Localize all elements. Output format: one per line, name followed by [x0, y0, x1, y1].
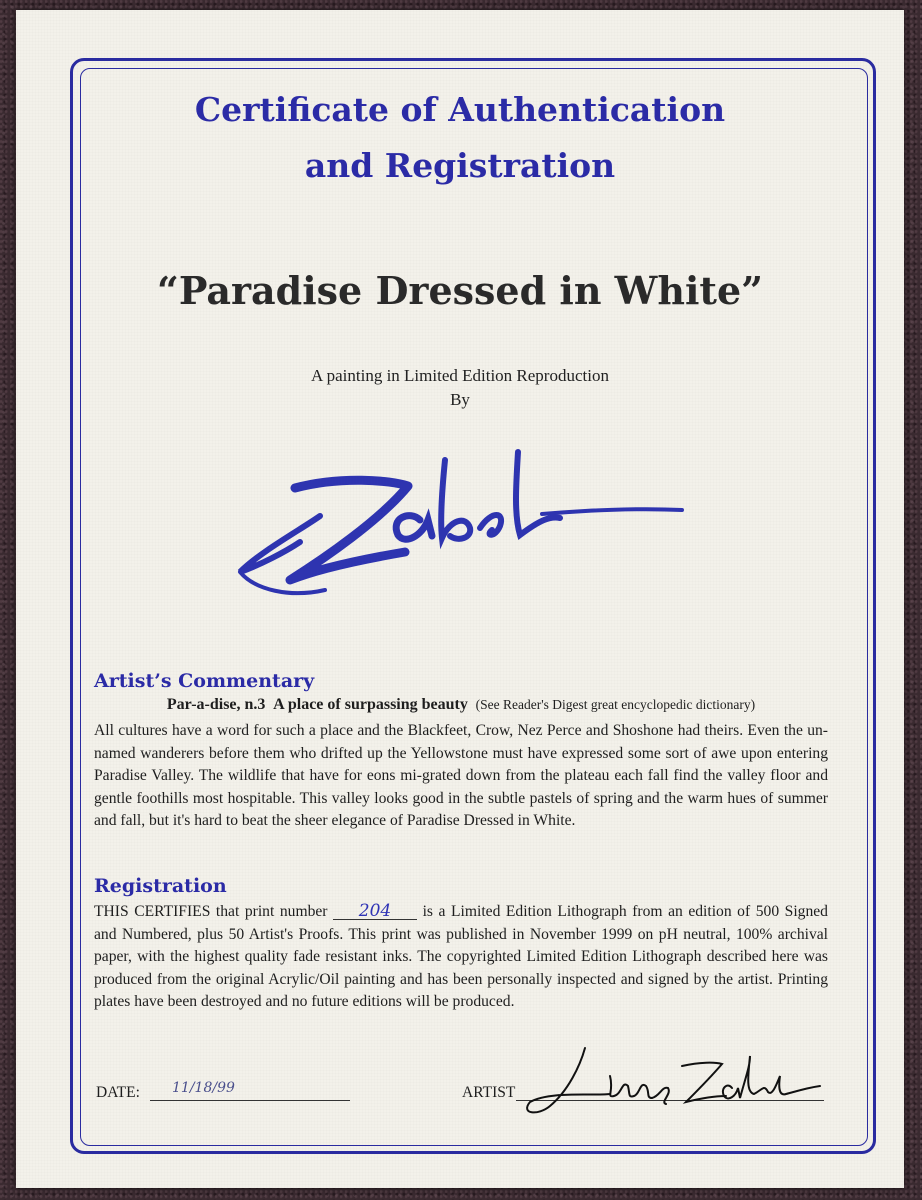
commentary-heading: Artist’s Commentary	[94, 670, 315, 692]
date-line	[150, 1100, 350, 1101]
artwork-title: “Paradise Dressed in White”	[156, 268, 763, 313]
artist-signature-logo	[230, 440, 690, 610]
subtitle-line-2: By	[450, 390, 470, 409]
title-line-1: Certificate of Authentication	[194, 90, 726, 129]
registration-text-after: is a Limited Edition Lithograph from an edition of 500 Signed and Numbered, plus 50 Artist's Proofs. This print was published in November 1999 on pH neutral, 100% archival paper, with the highest quality fade resistant inks. The copyrighted Limited Edition Lithograph described here was produced from the original Acrylic/Oil painting and has been personally inspected and signed by the artist. Printing plates have been destroyed and no future editions will be produced.	[94, 903, 828, 1010]
subtitle-line-1: A painting in Limited Edition Reproduction	[311, 366, 609, 385]
title-line-2: and Registration	[304, 146, 616, 185]
registration-body	[94, 901, 828, 1014]
definition-text: A place of surpassing beauty	[273, 696, 468, 713]
print-number-field: 204	[333, 903, 417, 920]
artist-label: ARTIST	[462, 1084, 516, 1101]
artist-handwritten-signature	[510, 1036, 830, 1126]
definition-source: (See Reader's Digest great encyclopedic dictionary)	[475, 697, 756, 712]
definition-line	[94, 696, 828, 714]
subtitle	[80, 364, 840, 412]
definition-term: Par-a-dise, n.3	[166, 696, 266, 713]
date-label: DATE:	[96, 1084, 140, 1101]
date-value: 11/18/99	[172, 1080, 235, 1096]
registration-text-before: THIS CERTIFIES that print number	[94, 903, 328, 920]
certificate-title	[80, 82, 840, 194]
commentary-body: All cultures have a word for such a place and the Blackfeet, Crow, Nez Perce and Shoshone had theirs. Even the un-named wanderers before them who drifted up the Yellowstone must have expressed some sort of awe upon entering Paradise Valley. The wildlife that have for eons mi-grated down from the plateau each fall find the valley floor and gentle foothills most hospitable. This valley looks good in the subtle pastels of spring and the warm hues of summer and fall, but it's hard to beat the sheer elegance of Paradise Dressed in White.	[94, 722, 828, 829]
registration-heading: Registration	[94, 875, 227, 897]
